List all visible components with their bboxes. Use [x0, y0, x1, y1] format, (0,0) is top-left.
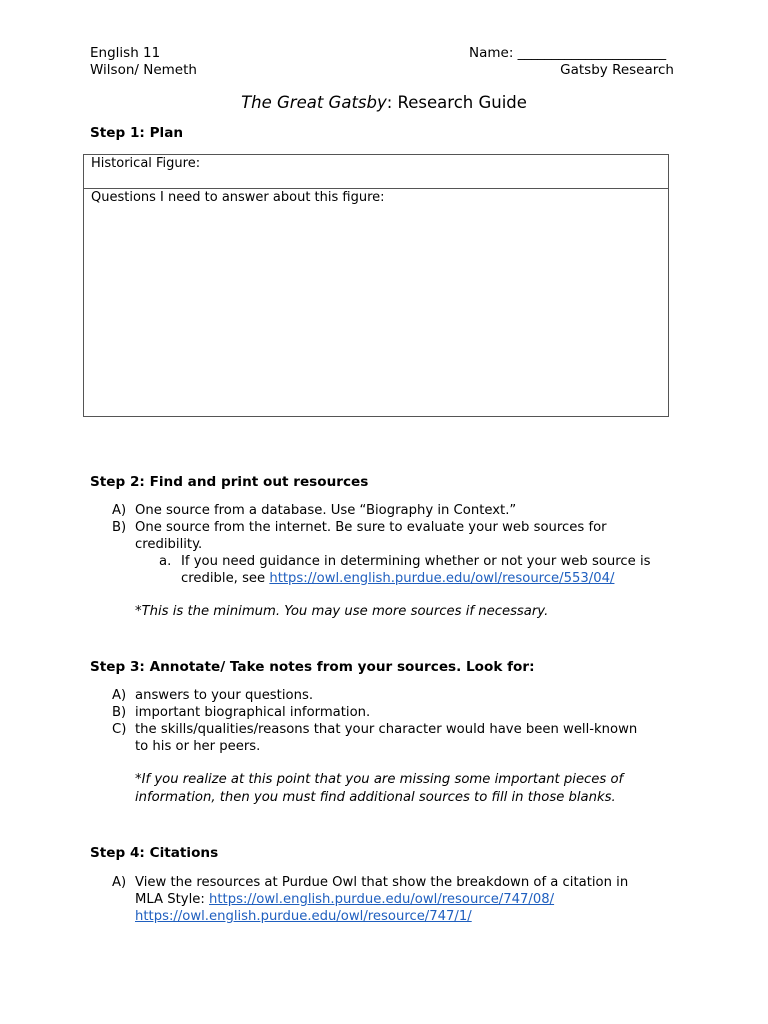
step2-b-line1: One source from the internet. Be sure to evaluate your web sources for: [135, 520, 607, 535]
step4-a-line2: [135, 891, 554, 908]
doc-label: Gatsby Research: [560, 62, 674, 78]
step3-b-marker: B): [112, 705, 127, 720]
step3-note-line2: information, then you must find additional sources to fill in those blanks.: [135, 790, 616, 805]
step2-b-line2: credibility.: [135, 537, 203, 552]
step4-heading: Step 4: Citations: [90, 845, 219, 861]
step4-a-line1: View the resources at Purdue Owl that show the breakdown of a citation in: [135, 875, 629, 890]
title-rest: : Research Guide: [386, 93, 527, 112]
historical-figure-box: [83, 154, 669, 189]
step3-a-text: answers to your questions.: [135, 688, 314, 703]
step4-a-marker: A): [112, 875, 127, 890]
step2-sub-line1: If you need guidance in determining whether or not your web source is: [181, 554, 651, 569]
step3-heading: Step 3: Annotate/ Take notes from your sources. Look for:: [90, 659, 535, 675]
title-book: The Great Gatsby: [241, 93, 387, 112]
step2-sub-prefix: credible, see: [181, 571, 270, 586]
page-title: [0, 93, 768, 112]
step2-sub-marker: a.: [159, 554, 172, 569]
name-label: Name:: [469, 45, 518, 61]
step2-note: *This is the minimum. You may use more sources if necessary.: [135, 604, 549, 619]
questions-label: Questions I need to answer about this figure:: [91, 190, 385, 205]
mla-link-1[interactable]: https://owl.english.purdue.edu/owl/resource/747/08/: [209, 892, 555, 907]
step4-link2-line: [135, 908, 472, 925]
step1-heading: Step 1: Plan: [90, 125, 184, 141]
credibility-link[interactable]: https://owl.english.purdue.edu/owl/resource/553/04/: [269, 571, 615, 586]
step2-a-marker: A): [112, 503, 127, 518]
step3-c-marker: C): [112, 722, 127, 737]
mla-link-2[interactable]: https://owl.english.purdue.edu/owl/resource/747/1/: [135, 909, 472, 924]
historical-figure-label: Historical Figure:: [91, 156, 201, 171]
step3-b-text: important biographical information.: [135, 705, 371, 720]
step3-note-line1: *If you realize at this point that you are missing some important pieces of: [135, 772, 624, 787]
teachers-label: Wilson/ Nemeth: [90, 62, 197, 78]
step2-a-text: One source from a database. Use “Biography in Context.”: [135, 503, 517, 518]
step2-b-marker: B): [112, 520, 127, 535]
name-blank: ______________________: [517, 45, 667, 61]
step2-heading: Step 2: Find and print out resources: [90, 474, 369, 490]
name-field: [469, 45, 666, 61]
step3-c-line2: to his or her peers.: [135, 739, 261, 754]
step3-a-marker: A): [112, 688, 127, 703]
step3-c-line1: the skills/qualities/reasons that your character would have been well-known: [135, 722, 638, 737]
step4-mla-prefix: MLA Style:: [135, 892, 209, 907]
course-label: English 11: [90, 45, 161, 61]
step2-sub-line2: [181, 570, 614, 587]
questions-box: [83, 188, 669, 417]
